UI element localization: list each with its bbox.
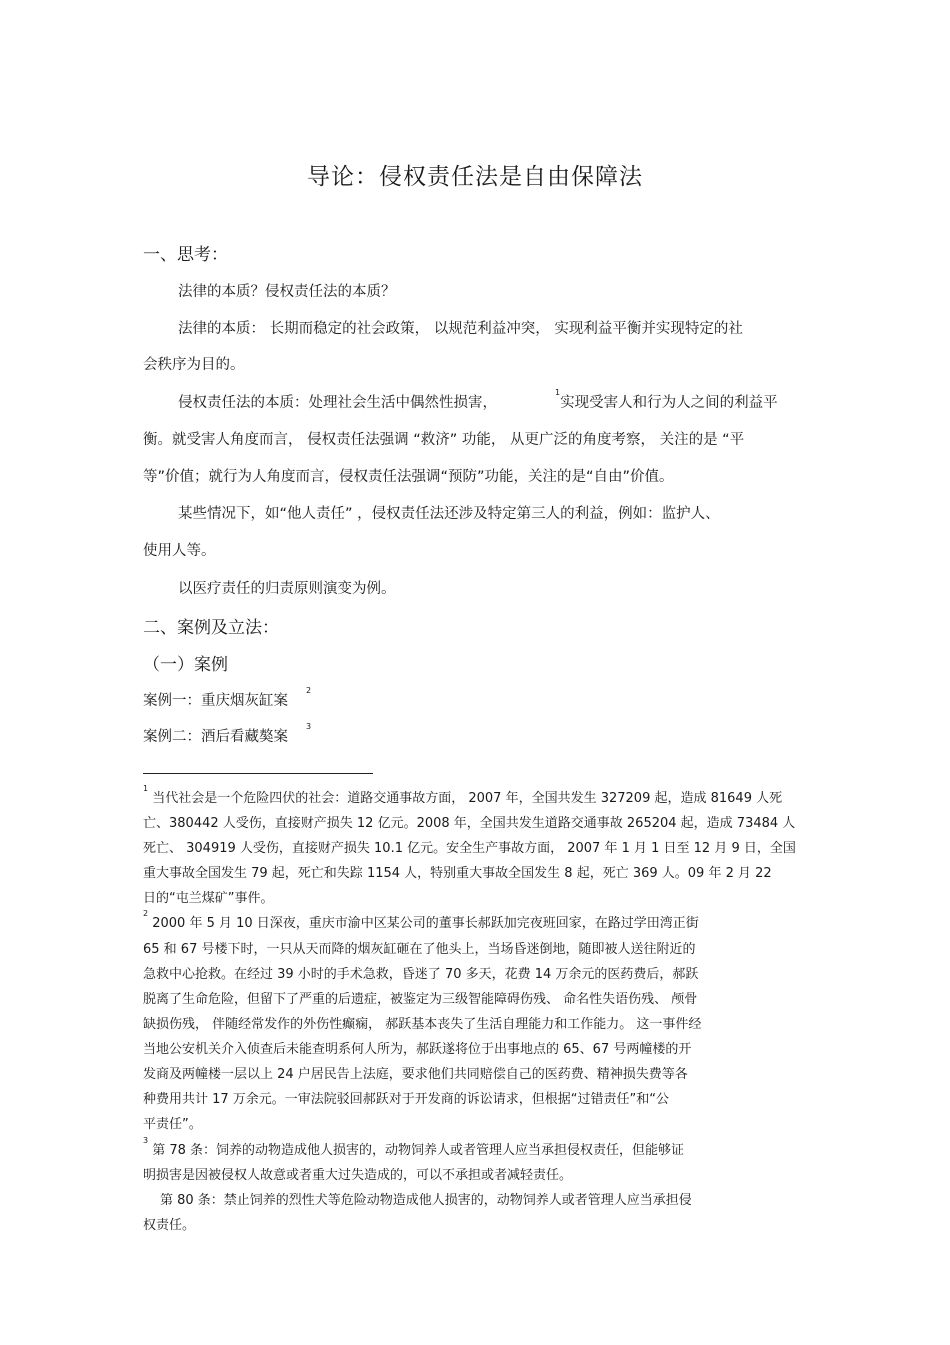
footnote-1-line4: 重大事故全国发生 79 起，死亡和失踪 1154 人，特别重大事故全国发生 8 起，死亡 369 人。09 年 2 月 22 xyxy=(143,866,772,881)
paragraph-third-party-line1: 某些情况下，如“他人责任” ，侵权责任法还涉及特定第三人的利益，例如：监护人、 xyxy=(178,506,720,522)
paragraph-tort-essence-line3: 等”价值；就行为人角度而言，侵权责任法强调“预防”功能，关注的是“自由”价值。 xyxy=(143,469,674,485)
footnote-3-line2: 明损害是因被侵权人故意或者重大过失造成的，可以不承担或者减轻责任。 xyxy=(143,1168,573,1183)
footnote-marker: 3 xyxy=(143,1136,149,1145)
footnote-3-line4: 权责任。 xyxy=(143,1218,196,1233)
paragraph-medical-example: 以医疗责任的归责原则演变为例。 xyxy=(178,581,396,597)
footnote-3-line3: 第 80 条：禁止饲养的烈性犬等危险动物造成他人损害的，动物饲养人或者管理人应当承担侵 xyxy=(160,1193,692,1208)
case-label: 案例一：重庆烟灰缸案 xyxy=(143,693,288,709)
section-heading-thinking: 一、思考： xyxy=(143,245,228,265)
footnote-text: 当代社会是一个危险四伏的社会：道路交通事故方面， 2007 年，全国共发生 327209 起，造成 81649 人死 xyxy=(152,791,783,806)
footnote-2-line4: 脱离了生命危险，但留下了严重的后遗症，被鉴定为三级智能障碍伤残、 命名性失语伤残、 颅骨 xyxy=(143,992,698,1007)
paragraph-tort-essence-line2: 衡。就受害人角度而言， 侵权责任法强调 “救济” 功能， 从更广泛的角度考察， 关注的是 “平 xyxy=(143,432,745,448)
footnote-2-line7: 发商及两幢楼一层以上 24 户居民告上法庭，要求他们共同赔偿自己的医药费、精神损失费等各 xyxy=(143,1067,688,1082)
footnote-text: 第 78 条：饲养的动物造成他人损害的，动物饲养人或者管理人应当承担侵权责任，但能够证 xyxy=(152,1143,685,1158)
section-heading-cases: 二、案例及立法： xyxy=(143,618,279,638)
paragraph-text: 侵权责任法的本质：处理社会生活中偶然性损害， xyxy=(178,395,497,411)
footnote-ref-3: 3 xyxy=(306,722,312,731)
paragraph-third-party-line2: 使用人等。 xyxy=(143,543,216,559)
footnote-2-line2: 65 和 67 号楼下时，一只从天而降的烟灰缸砸在了他头上，当场昏迷倒地，随即被人送往附近的 xyxy=(143,942,696,957)
footnote-3-line1 xyxy=(143,1136,685,1158)
footnote-1-line1 xyxy=(143,784,783,806)
paragraph-law-essence-line1: 法律的本质： 长期而稳定的社会政策， 以规范利益冲突， 实现利益平衡并实现特定的社 xyxy=(178,321,743,337)
case-item-2 xyxy=(143,722,312,746)
footnote-ref-2: 2 xyxy=(306,686,312,695)
footnote-marker: 1 xyxy=(143,784,149,793)
footnote-2-line8: 种费用共计 17 万余元。一审法院驳回郝跃对于开发商的诉讼请求，但根据“过错责任”和“公 xyxy=(143,1092,670,1107)
footnote-text: 2000 年 5 月 10 日深夜，重庆市渝中区某公司的董事长郝跃加完夜班回家，在路过学田湾正街 xyxy=(152,916,699,931)
case-item-1 xyxy=(143,686,312,710)
footnote-1-line5: 日的“屯兰煤矿”事件。 xyxy=(143,891,274,906)
case-label: 案例二：酒后看藏獒案 xyxy=(143,729,288,745)
paragraph-tort-essence-line1 xyxy=(178,388,778,412)
footnote-separator xyxy=(143,773,373,774)
paragraph-law-essence-line2: 会秩序为目的。 xyxy=(143,357,245,373)
footnote-2-line1 xyxy=(143,909,699,931)
footnote-2-line3: 急救中心抢救。在经过 39 小时的手术急救，昏迷了 70 多天，花费 14 万余元的医药费后，郝跃 xyxy=(143,967,699,982)
footnote-1-line2: 亡、380442 人受伤，直接财产损失 12 亿元。2008 年，全国共发生道路交通事故 265204 起，造成 73484 人 xyxy=(143,816,796,831)
footnote-ref-1: 1 xyxy=(555,388,561,397)
footnote-marker: 2 xyxy=(143,909,149,918)
footnote-2-line6: 当地公安机关介入侦查后未能查明系何人所为，郝跃遂将位于出事地点的 65、67 号两幢楼的开 xyxy=(143,1042,692,1057)
subsection-heading-cases: （一）案例 xyxy=(143,655,228,675)
paragraph-text: 实现受害人和行为人之间的利益平 xyxy=(560,395,778,411)
page-title: 导论：侵权责任法是自由保障法 xyxy=(307,164,643,190)
question-line: 法律的本质？侵权责任法的本质？ xyxy=(178,284,396,300)
footnote-1-line3: 死亡、 304919 人受伤，直接财产损失 10.1 亿元。安全生产事故方面， 2007 年 1 月 1 日至 12 月 9 日，全国 xyxy=(143,841,796,856)
footnote-2-line9: 平责任”。 xyxy=(143,1117,202,1132)
footnote-2-line5: 缺损伤残， 伴随经常发作的外伤性癫痫， 郝跃基本丧失了生活自理能力和工作能力。 这一事件经 xyxy=(143,1017,702,1032)
